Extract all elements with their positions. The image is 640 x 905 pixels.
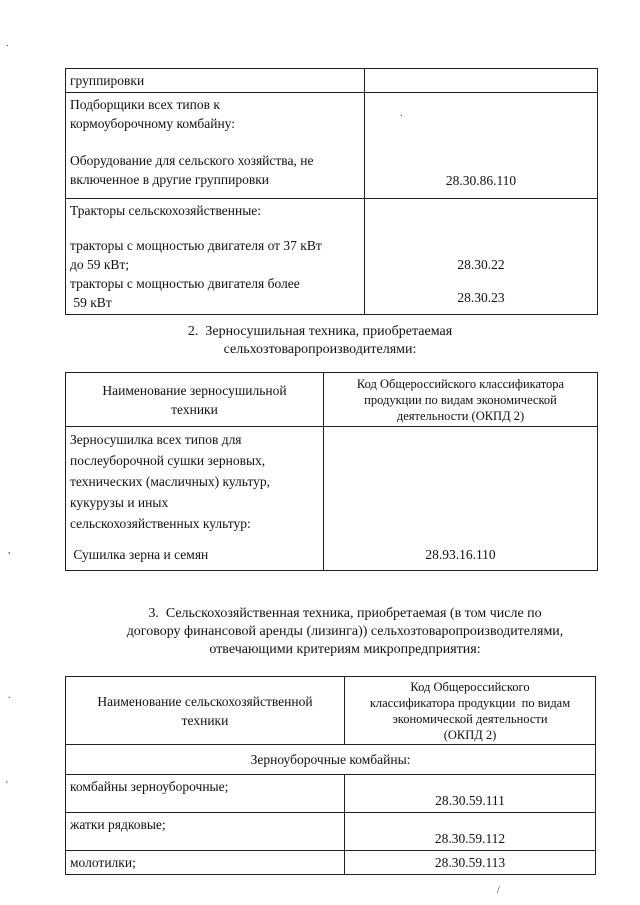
t3-row-1-code: 28.30.59.111 [345, 775, 596, 813]
t2-header-name: Наименование зерносушильной техники [66, 373, 324, 427]
table-2 [65, 372, 598, 571]
scan-speck: . [400, 108, 403, 119]
t3-header-name: Наименование сельскохозяйственной техники [66, 677, 345, 745]
t3-group-row: Зерноуборочные комбайны: [66, 745, 596, 775]
t3-row-2-code: 28.30.59.112 [345, 813, 596, 851]
t3-header-code: Код Общероссийского классификатора продукции по видам экономической деятельности (ОКПД 2) [345, 677, 596, 745]
t3-row-3-name: молотилки; [66, 851, 345, 875]
t2-header-code: Код Общероссийского классификатора продукции по видам экономической деятельности (ОКПД 2) [324, 373, 598, 427]
scan-speck: , [8, 545, 11, 556]
t1-row2-code: 28.30.22 28.30.23 [365, 199, 598, 315]
t1-row1-code: 28.30.86.110 [365, 93, 598, 199]
scan-speck: . [6, 38, 9, 49]
t3-row-3-code: 28.30.59.113 [345, 851, 596, 875]
t2-row-code: 28.93.16.110 [324, 427, 598, 571]
table-1 [65, 68, 598, 315]
t1-row1-name: Подборщики всех типов к кормоуборочному комбайну: Оборудование для сельского хозяйства, не включенное в другие группировки [66, 93, 365, 199]
t2-row-name: Зерносушилка всех типов для послеуборочной сушки зерновых, технических (масличных) культур, кукурузы и иных сельскохозяйственных культур: Сушилка зерна и семян [66, 427, 324, 571]
section-2-title: 2. Зерносушильная техника, приобретаемая сельхозтоваропроизводителями: [187, 324, 453, 357]
t1-row0-name: группировки [66, 69, 365, 93]
t1-row2-name: Тракторы сельскохозяйственные: тракторы с мощностью двигателя от 37 кВт до 59 кВт; тракторы с мощностью двигателя более 59 кВт [66, 199, 365, 315]
t3-row-2-name: жатки рядковые; [66, 813, 345, 851]
section-3-title: 3. Сельскохозяйственная техника, приобретаемая (в том числе по договору финансовой аренды (лизинга)) сельхозтоваропроизводителями, отвечающими критериям микропредприятия: [126, 606, 564, 657]
scan-speck: ' [6, 780, 8, 791]
table-3 [65, 676, 596, 875]
scan-speck: . [8, 690, 11, 701]
scan-speck: / [497, 885, 500, 896]
t3-row-1-name: комбайны зерноуборочные; [66, 775, 345, 813]
t1-row0-code [365, 69, 598, 93]
